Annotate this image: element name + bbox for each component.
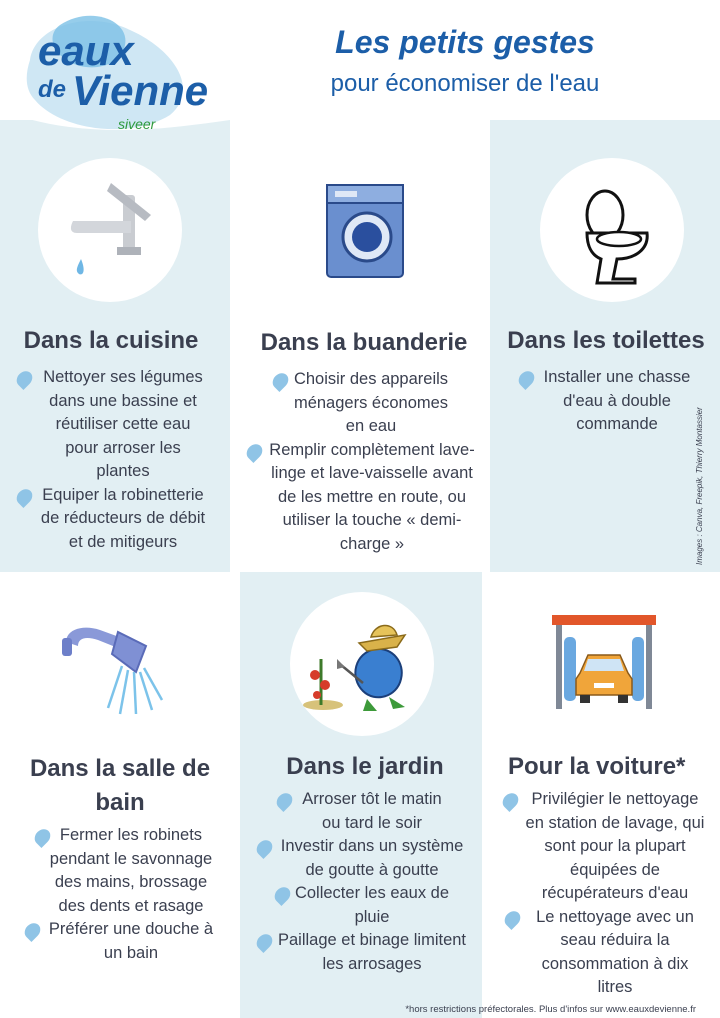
section-jardin <box>244 750 486 976</box>
water-drop-icon <box>32 826 54 848</box>
toilet-circle <box>540 158 684 302</box>
water-drop-icon <box>274 790 296 812</box>
water-drop-icon <box>254 931 276 953</box>
logo-text-eaux: eaux <box>38 27 134 74</box>
list-item: Collecter les eaux de pluie <box>244 882 486 929</box>
section-cuisine <box>0 324 222 554</box>
gardener-drop-icon <box>297 609 427 719</box>
toilet-icon <box>557 175 667 285</box>
water-drop-icon <box>14 368 36 390</box>
water-drop-icon <box>500 790 522 812</box>
list-item: Arroser tôt le matin ou tard le soir <box>244 788 486 835</box>
list-item: Choisir des appareils ménagers économes en eau <box>244 368 484 439</box>
list-item: Installer une chasse d'eau à double commande <box>492 366 720 437</box>
section-salle-de-bain-title: Dans la salle de bain <box>29 755 211 816</box>
car-wash-icon <box>544 607 664 717</box>
list-item: Le nettoyage avec un seau réduira la consommation à dix litres <box>492 906 720 1000</box>
water-drop-icon <box>270 370 292 392</box>
list-item: Remplir complètement lave- linge et lave-vaisselle avant de les mettre en route, ou utiliser la touche « demi- charge » <box>244 439 484 557</box>
section-toilettes-title: Dans les toilettes <box>507 327 705 354</box>
car-wash-circle <box>532 590 676 734</box>
section-buanderie-title: Dans la buanderie <box>260 329 468 356</box>
list-item: Fermer les robinets pendant le savonnage des mains, brossage des dents et rasage <box>0 824 240 918</box>
water-drop-icon <box>14 486 36 508</box>
section-voiture-title: Pour la voiture* <box>508 753 686 780</box>
list-item: Paillage et binage limitent les arrosages <box>244 929 486 976</box>
list-item: Préférer une douche à un bain <box>0 918 240 965</box>
section-cuisine-title: Dans la cuisine <box>23 327 199 354</box>
faucet-circle <box>38 158 182 302</box>
shower-circle <box>40 590 184 734</box>
image-credit: Images : Canva, Freepik, Thierry Montassier <box>695 407 704 565</box>
page-subtitle: pour économiser de l'eau <box>330 70 600 97</box>
faucet-icon <box>55 175 165 285</box>
section-toilettes <box>492 324 720 437</box>
logo-text-vienne: Vienne <box>72 67 209 114</box>
washing-machine-icon <box>309 175 419 285</box>
list-item: Investir dans un système de goutte à goutte <box>244 835 486 882</box>
logo-tagline: siveer <box>118 116 156 132</box>
section-salle-de-bain <box>0 752 240 965</box>
water-drop-icon <box>516 368 538 390</box>
water-drop-icon <box>502 908 524 930</box>
water-drop-icon <box>244 441 266 463</box>
footnote: *hors restrictions préfectorales. Plus d'infos sur www.eauxdevienne.fr <box>405 1004 696 1015</box>
water-drop-icon <box>272 884 294 906</box>
washing-machine-circle <box>292 158 436 302</box>
list-item: Equiper la robinetterie de réducteurs de débit et de mitigeurs <box>0 484 222 555</box>
water-drop-icon <box>254 837 276 859</box>
logo <box>0 0 230 140</box>
section-voiture <box>492 750 720 1000</box>
shower-icon <box>52 602 172 722</box>
section-jardin-title: Dans le jardin <box>286 753 444 780</box>
section-buanderie <box>244 326 484 556</box>
page-title: Les petits gestes <box>335 24 595 60</box>
water-drop-icon <box>22 920 44 942</box>
garden-circle <box>290 592 434 736</box>
logo-text-de: de <box>38 76 67 103</box>
list-item: Privilégier le nettoyage en station de lavage, qui sont pour la plupart équipées de récupérateurs d'eau <box>492 788 720 906</box>
list-item: Nettoyer ses légumes dans une bassine et réutiliser cette eau pour arroser les plantes <box>0 366 222 484</box>
